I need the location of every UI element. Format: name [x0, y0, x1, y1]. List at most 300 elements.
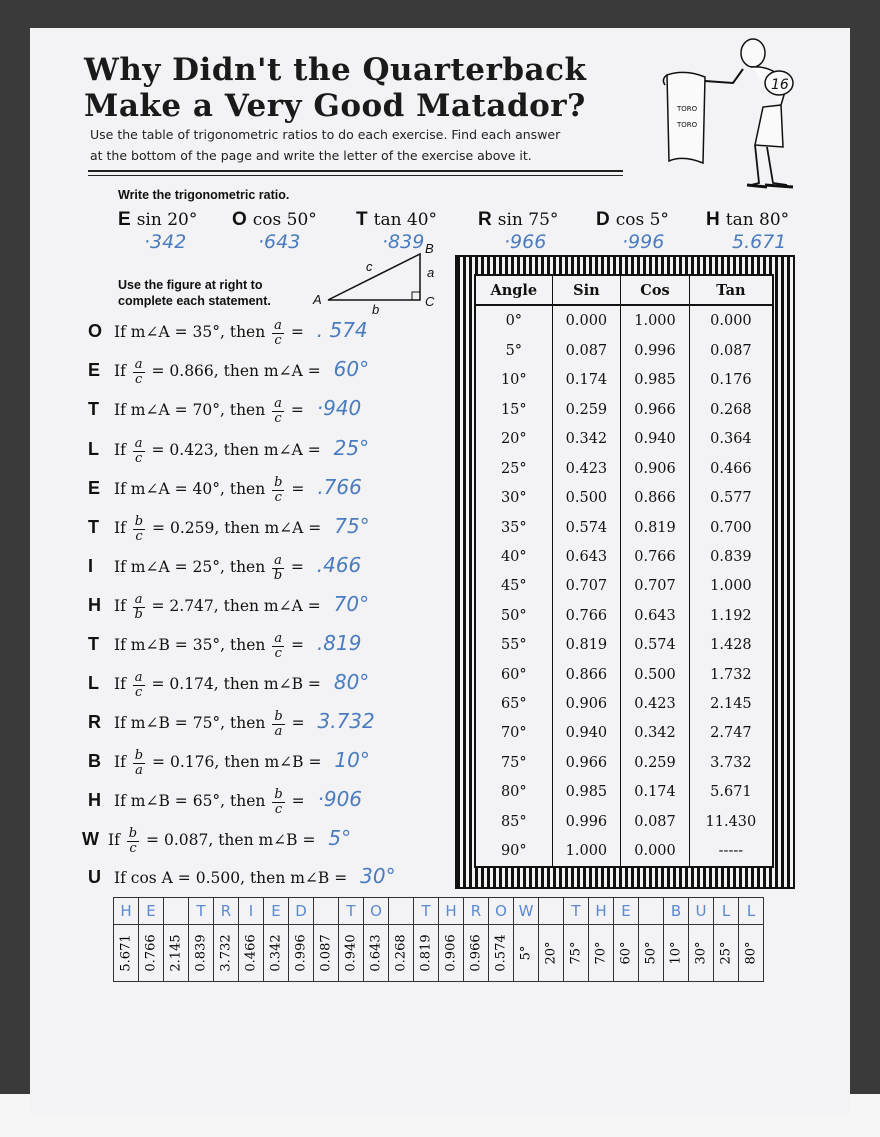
- vertex-c-label: C: [425, 294, 435, 309]
- statement-letter: T: [88, 399, 99, 419]
- statement-text: If cos A = 0.500, then m∠B =: [114, 869, 353, 887]
- table-cell: 20°: [500, 431, 527, 448]
- statement-fraction: [127, 827, 139, 856]
- statement-text: If: [114, 597, 131, 615]
- table-cell: 35°: [500, 519, 527, 536]
- table-cell: 1.000: [621, 305, 690, 336]
- table-cell: 30°: [500, 490, 527, 507]
- table-row: [476, 513, 772, 542]
- fraction-numerator: b: [274, 474, 283, 490]
- table-row: [476, 630, 772, 659]
- statement-text: If: [114, 362, 131, 380]
- statement-fraction: [133, 358, 145, 387]
- answer-value-cell: [364, 925, 389, 982]
- statement-answer: .819: [316, 631, 362, 655]
- answer-letter-cell: T: [564, 898, 589, 925]
- statement-letter: L: [88, 673, 99, 693]
- statement-fraction: [272, 476, 284, 505]
- statement-text: If m∠B = 75°, then: [114, 714, 271, 732]
- table-cell: 5.671: [689, 778, 772, 807]
- trig-table: [476, 276, 772, 866]
- table-row: [476, 483, 772, 512]
- answer-value-cell: [639, 925, 664, 982]
- statement-fraction: [133, 749, 145, 778]
- section-header-ratios: Write the trigonometric ratio.: [118, 188, 290, 202]
- answer-letter-cell: E: [264, 898, 289, 925]
- table-cell: 1.428: [689, 630, 772, 659]
- subtitle-line-2: at the bottom of the page and write the letter of the exercise above it.: [90, 148, 532, 163]
- ratio-letter: R: [478, 209, 492, 230]
- answer-value: 0.268: [393, 934, 409, 972]
- ratio-item: [232, 209, 317, 231]
- statement-text: If m∠A = 35°, then: [114, 323, 271, 341]
- answer-value-cell: [464, 925, 489, 982]
- ratio-answer: ·839: [382, 231, 425, 253]
- fraction-numerator: a: [274, 630, 283, 646]
- side-c-label: c: [366, 259, 373, 274]
- statement-answer: .466: [316, 553, 362, 577]
- ratio-letter: E: [118, 209, 131, 230]
- ratio-answer: ·966: [504, 231, 547, 253]
- answer-letter-cell: L: [739, 898, 764, 925]
- statement-text: If: [114, 519, 131, 537]
- jersey-number: 16: [771, 77, 789, 93]
- table-cell: 0.707: [621, 572, 690, 601]
- statement-answer: 80°: [333, 670, 370, 694]
- table-header: Sin: [552, 276, 621, 305]
- statement-text-end: = 0.087, then m∠B =: [141, 831, 321, 849]
- table-cell: 85°: [500, 813, 527, 830]
- answer-letter-cell: U: [689, 898, 714, 925]
- statement-text: If m∠A = 40°, then: [114, 480, 271, 498]
- answer-value-cell: [314, 925, 339, 982]
- ratio-answer: ·643: [258, 231, 301, 253]
- answer-value-cell: [389, 925, 414, 982]
- answer-value-cell: [489, 925, 514, 982]
- answer-letter-cell: D: [289, 898, 314, 925]
- fraction-denominator: c: [135, 450, 143, 466]
- table-cell: 0.268: [689, 395, 772, 424]
- ratio-letter: T: [356, 209, 368, 230]
- statement-answer: 5°: [328, 826, 352, 850]
- ratio-expression: cos 5°: [615, 210, 669, 230]
- table-cell: 0.966: [621, 395, 690, 424]
- fraction-denominator: c: [274, 410, 282, 426]
- table-cell: 60°: [500, 666, 527, 683]
- statement-answer: 60°: [333, 357, 370, 381]
- fraction-numerator: a: [134, 435, 143, 451]
- table-cell: 1.732: [689, 660, 772, 689]
- fraction-numerator: b: [128, 825, 138, 841]
- answer-letter-cell: B: [664, 898, 689, 925]
- statement-fraction: [133, 515, 145, 544]
- table-cell: 0.819: [552, 630, 621, 659]
- table-cell: 0.000: [689, 305, 772, 336]
- table-row: [476, 305, 772, 336]
- section-header-figure-1: Use the figure at right to: [118, 278, 263, 292]
- statement-letter: W: [82, 829, 99, 849]
- table-cell: 0.906: [552, 689, 621, 718]
- table-cell: 10°: [500, 372, 527, 389]
- table-cell: 0.259: [552, 395, 621, 424]
- answer-value: 75°: [568, 941, 584, 965]
- table-cell: 0.364: [689, 425, 772, 454]
- ratio-expression: tan 40°: [373, 210, 438, 230]
- trig-table-panel: [474, 274, 774, 868]
- answer-value: 0.574: [493, 934, 509, 972]
- fraction-denominator: c: [274, 801, 283, 817]
- table-cell: 1.000: [552, 836, 621, 866]
- statement-text-end: = 2.747, then m∠A =: [146, 597, 326, 615]
- ratio-item: [706, 209, 789, 231]
- answer-value-cell: [439, 925, 464, 982]
- statement-text-end: =: [286, 714, 310, 732]
- table-cell: -----: [689, 836, 772, 866]
- title-rule-bottom: [88, 175, 623, 176]
- ratio-answer: 5.671: [732, 231, 787, 253]
- answer-value-cell: [189, 925, 214, 982]
- table-header: Angle: [476, 276, 552, 305]
- table-row: [476, 572, 772, 601]
- statement-row: [88, 864, 396, 888]
- fraction-numerator: a: [274, 317, 282, 333]
- table-cell: 0.643: [552, 542, 621, 571]
- table-cell: 0.996: [621, 336, 690, 365]
- table-row: [476, 366, 772, 395]
- answer-value: 25°: [718, 941, 734, 965]
- answer-letter-cell: W: [514, 898, 539, 925]
- answer-value: 0.906: [443, 934, 459, 972]
- fraction-numerator: a: [134, 591, 143, 607]
- statement-text-end: = 0.866, then m∠A =: [146, 362, 326, 380]
- table-row: [476, 719, 772, 748]
- side-b-label: b: [372, 302, 380, 315]
- answer-value-cell: [564, 925, 589, 982]
- statement-fraction: [272, 632, 284, 661]
- answer-value: 80°: [743, 941, 759, 965]
- fraction-denominator: a: [135, 762, 143, 778]
- statement-fraction: [272, 554, 284, 583]
- statement-fraction: [133, 437, 145, 466]
- answer-value-cell: [514, 925, 539, 982]
- statement-text: If: [114, 675, 131, 693]
- table-cell: 5°: [505, 342, 523, 359]
- statement-text-end: =: [286, 480, 310, 498]
- table-cell: 0.700: [689, 513, 772, 542]
- answer-letter-cell: O: [489, 898, 514, 925]
- fraction-denominator: c: [129, 840, 137, 856]
- statement-text: If: [114, 441, 131, 459]
- answer-value-cell: [414, 925, 439, 982]
- table-cell: 0.577: [689, 483, 772, 512]
- table-cell: 0.985: [552, 778, 621, 807]
- table-cell: 25°: [500, 460, 527, 477]
- statement-answer: ·906: [317, 787, 363, 811]
- table-cell: 1.000: [689, 572, 772, 601]
- answer-letter-cell: [314, 898, 339, 925]
- table-cell: 0.707: [552, 572, 621, 601]
- ratio-expression: cos 50°: [252, 210, 317, 230]
- answer-value: 0.087: [318, 934, 334, 972]
- statement-letter: L: [88, 439, 99, 459]
- answer-value: 20°: [543, 941, 559, 965]
- statement-answer: 25°: [333, 436, 370, 460]
- table-cell: 0.259: [621, 748, 690, 777]
- vertex-b-label: B: [425, 241, 434, 256]
- statement-text: If m∠B = 65°, then: [114, 792, 271, 810]
- statement-row: [88, 787, 362, 817]
- answer-key-table: [113, 897, 764, 982]
- fraction-denominator: c: [274, 332, 282, 348]
- statement-row: [88, 592, 369, 622]
- table-cell: 15°: [500, 401, 527, 418]
- statement-text: If: [108, 831, 125, 849]
- table-cell: 0.176: [689, 366, 772, 395]
- table-row: [476, 601, 772, 630]
- answer-value: 10°: [668, 941, 684, 965]
- statement-row: [88, 631, 361, 661]
- statement-letter: B: [88, 751, 101, 771]
- answer-value-cell: [214, 925, 239, 982]
- table-cell: 0.819: [621, 513, 690, 542]
- table-cell: 0.423: [621, 689, 690, 718]
- table-row: [476, 454, 772, 483]
- table-row: [476, 660, 772, 689]
- ratio-expression: sin 75°: [497, 210, 559, 230]
- answer-value: 0.996: [293, 934, 309, 972]
- statement-text: If m∠A = 70°, then: [114, 401, 271, 419]
- statement-answer: 3.732: [317, 709, 375, 733]
- answer-letter-cell: T: [414, 898, 439, 925]
- answer-value: 70°: [593, 941, 609, 965]
- statement-letter: H: [88, 595, 101, 615]
- statement-answer: 75°: [334, 514, 370, 538]
- statement-letter: U: [88, 867, 101, 887]
- table-cell: 0.643: [621, 601, 690, 630]
- statement-answer: .766: [317, 475, 362, 499]
- answer-value-cell: [589, 925, 614, 982]
- answer-letter-cell: L: [714, 898, 739, 925]
- statement-row: [88, 318, 368, 348]
- answer-value: 30°: [693, 941, 709, 965]
- title-line-2: Make a Very Good Matador?: [84, 88, 586, 124]
- table-cell: 0.940: [621, 425, 690, 454]
- statement-fraction: [272, 710, 284, 739]
- statement-text-end: = 0.423, then m∠A =: [146, 441, 326, 459]
- answer-letter-cell: R: [464, 898, 489, 925]
- answer-value: 0.643: [368, 934, 384, 972]
- table-cell: 55°: [500, 637, 527, 654]
- table-cell: 0.087: [621, 807, 690, 836]
- statement-row: [88, 357, 369, 387]
- answer-value: 5.671: [118, 934, 134, 972]
- statement-text: If: [114, 753, 131, 771]
- statement-answer: . 574: [316, 318, 368, 342]
- statement-row: [88, 748, 370, 778]
- answer-letter-cell: T: [189, 898, 214, 925]
- ratio-answer: ·342: [144, 231, 187, 253]
- table-row: [476, 836, 772, 866]
- statement-text-end: =: [285, 558, 309, 576]
- answer-letter-cell: E: [614, 898, 639, 925]
- table-cell: 1.192: [689, 601, 772, 630]
- statement-row: [88, 436, 369, 466]
- statement-answer: 10°: [334, 748, 370, 772]
- answer-letter-cell: H: [114, 898, 139, 925]
- table-cell: 0.500: [621, 660, 690, 689]
- statement-row: [88, 709, 375, 739]
- statement-letter: H: [88, 790, 101, 810]
- fraction-numerator: b: [274, 786, 283, 802]
- table-header: Cos: [621, 276, 690, 305]
- statement-text-end: =: [286, 792, 310, 810]
- sign-text-1: TORO: [677, 105, 698, 113]
- matador-cartoon: [655, 35, 835, 195]
- fraction-numerator: a: [134, 356, 143, 372]
- statement-text: If m∠B = 35°, then: [114, 636, 271, 654]
- answer-value-cell: [664, 925, 689, 982]
- answer-letter-cell: [389, 898, 414, 925]
- table-cell: 0.423: [552, 454, 621, 483]
- table-cell: 45°: [500, 578, 527, 595]
- table-row: [476, 425, 772, 454]
- statement-row: [88, 670, 369, 700]
- table-cell: 0.766: [552, 601, 621, 630]
- statement-letter: O: [88, 321, 103, 341]
- statement-letter: I: [88, 556, 94, 576]
- answer-value-cell: [689, 925, 714, 982]
- answer-value: 2.145: [168, 934, 184, 972]
- table-cell: 0.000: [552, 305, 621, 336]
- sign-text-2: TORO: [677, 121, 698, 129]
- table-cell: 0.906: [621, 454, 690, 483]
- subtitle-line-1: Use the table of trigonometric ratios to do each exercise. Find each answer: [90, 127, 561, 142]
- statement-text-end: =: [286, 636, 309, 654]
- answer-letter-cell: O: [364, 898, 389, 925]
- table-cell: 75°: [500, 754, 527, 771]
- ratio-letter: D: [596, 209, 610, 230]
- statement-text-end: =: [285, 401, 309, 419]
- table-row: [476, 748, 772, 777]
- answer-value-cell: [539, 925, 564, 982]
- table-cell: 0.996: [552, 807, 621, 836]
- ratio-expression: sin 20°: [136, 210, 198, 230]
- table-cell: 0.766: [621, 542, 690, 571]
- ratio-answer: ·996: [622, 231, 665, 253]
- answer-value: 0.966: [468, 934, 484, 972]
- statement-row: [88, 475, 362, 505]
- fraction-numerator: a: [274, 395, 282, 411]
- table-cell: 0.839: [689, 542, 772, 571]
- table-cell: 90°: [500, 843, 527, 860]
- statement-row: [88, 553, 361, 583]
- answer-letter-cell: H: [439, 898, 464, 925]
- answer-value-cell: [139, 925, 164, 982]
- table-cell: 0.342: [621, 719, 690, 748]
- answer-value-cell: [239, 925, 264, 982]
- table-cell: 0.574: [621, 630, 690, 659]
- ratio-letter: O: [232, 209, 247, 230]
- statement-row: [82, 826, 351, 856]
- fraction-denominator: c: [135, 528, 143, 544]
- table-row: [476, 542, 772, 571]
- fraction-denominator: c: [135, 684, 143, 700]
- answer-letter-cell: I: [239, 898, 264, 925]
- statement-answer: ·940: [316, 396, 362, 420]
- table-cell: 40°: [500, 548, 527, 565]
- statement-letter: R: [88, 712, 101, 732]
- statement-answer: 30°: [360, 864, 396, 888]
- table-row: [476, 807, 772, 836]
- statement-fraction: [133, 671, 145, 700]
- table-row: [476, 778, 772, 807]
- answer-value: 0.819: [418, 934, 434, 972]
- statement-letter: T: [88, 634, 99, 654]
- fraction-denominator: c: [135, 371, 143, 387]
- answer-value: 0.839: [193, 934, 209, 972]
- answer-value: 0.466: [243, 934, 259, 972]
- table-row: [476, 336, 772, 365]
- fraction-denominator: c: [274, 645, 282, 661]
- section-header-figure-2: complete each statement.: [118, 294, 271, 308]
- table-cell: 0.940: [552, 719, 621, 748]
- statement-row: [88, 514, 370, 544]
- answer-value: 60°: [618, 941, 634, 965]
- fraction-denominator: b: [273, 567, 283, 583]
- answer-value: 50°: [643, 941, 659, 965]
- fraction-numerator: b: [274, 708, 283, 724]
- answer-value-cell: [114, 925, 139, 982]
- table-cell: 0.000: [621, 836, 690, 866]
- statement-fraction: [272, 397, 284, 426]
- ratio-item: [356, 209, 437, 231]
- title-line-1: Why Didn't the Quarterback: [84, 52, 587, 88]
- ratio-letter: H: [706, 209, 720, 230]
- answer-letter-cell: [539, 898, 564, 925]
- table-cell: 2.145: [689, 689, 772, 718]
- statement-fraction: [272, 319, 284, 348]
- answer-value-cell: [739, 925, 764, 982]
- table-cell: 11.430: [689, 807, 772, 836]
- fraction-numerator: a: [134, 669, 143, 685]
- ratio-item: [596, 209, 669, 231]
- ratio-item: [478, 209, 558, 231]
- answer-value-cell: [289, 925, 314, 982]
- table-cell: 0.574: [552, 513, 621, 542]
- statement-text-end: = 0.259, then m∠A =: [147, 519, 327, 537]
- table-cell: 50°: [500, 607, 527, 624]
- table-row: [476, 395, 772, 424]
- table-cell: 0.985: [621, 366, 690, 395]
- answer-value-cell: [714, 925, 739, 982]
- statement-text-end: =: [285, 323, 309, 341]
- answer-value: 0.766: [143, 934, 159, 972]
- table-cell: 0.342: [552, 425, 621, 454]
- answer-letter-cell: E: [139, 898, 164, 925]
- table-header: Tan: [689, 276, 772, 305]
- ratio-item: [118, 209, 197, 231]
- side-a-label: a: [427, 265, 435, 280]
- answer-value: 0.342: [268, 934, 284, 972]
- table-cell: 0.087: [552, 336, 621, 365]
- fraction-numerator: b: [134, 747, 144, 763]
- answer-value: 3.732: [218, 934, 234, 972]
- answer-value-cell: [339, 925, 364, 982]
- answer-value: 5°: [518, 945, 534, 961]
- answer-letter-cell: [639, 898, 664, 925]
- statement-text-end: = 0.174, then m∠B =: [146, 675, 326, 693]
- table-cell: 0°: [505, 313, 523, 330]
